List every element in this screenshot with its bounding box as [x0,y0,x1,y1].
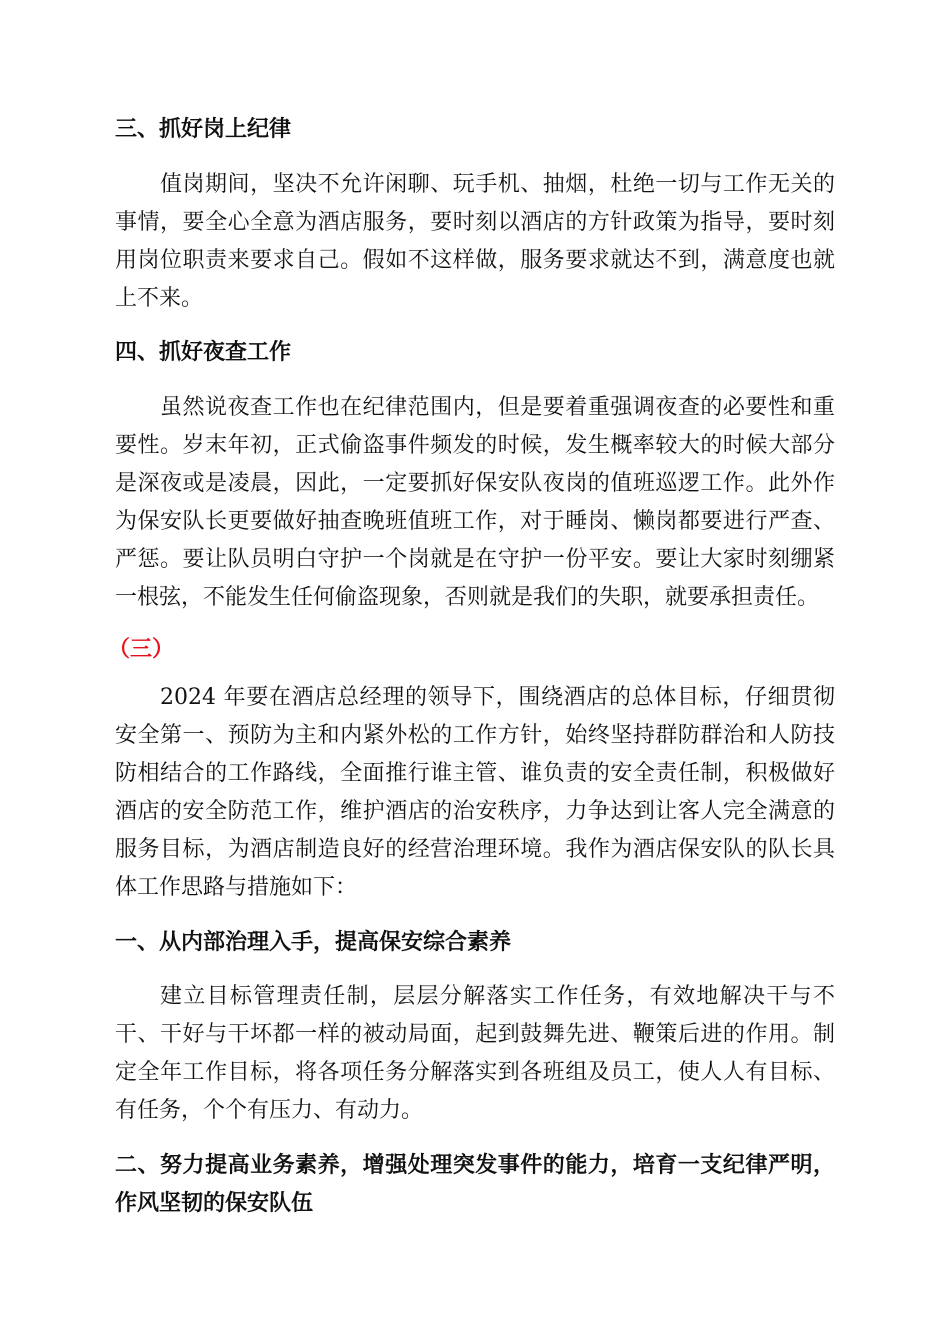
section-heading-night-check: 四、抓好夜查工作 [115,340,292,365]
paragraph-line: 定全年工作目标，将各项任务分解落实到各班组及员工，使人人有目标、 [115,1060,835,1085]
paragraph-line: 安全第一、预防为主和内紧外松的工作方针，始终坚持群防群治和人防技 [115,723,835,748]
paragraph-line: 干、干好与干坏都一样的被动局面，起到鼓舞先进、鞭策后进的作用。制 [115,1022,835,1047]
paragraph-line: 2024 年要在酒店总经理的领导下，围绕酒店的总体目标，仔细贯彻 [160,685,835,710]
paragraph-line: 上不来。 [115,286,204,311]
paragraph-line: 是深夜或是凌晨，因此，一定要抓好保安队夜岗的值班巡逻工作。此外作 [115,471,835,496]
item-heading-business-quality-cont: 作风坚韧的保安队伍 [115,1191,314,1216]
part-marker: （三） [108,637,175,662]
paragraph-line: 要性。岁末年初，正式偷盗事件频发的时候，发生概率较大的时候大部分 [115,433,835,458]
paragraph-line: 服务目标，为酒店制造良好的经营治理环境。我作为酒店保安队的队长具 [115,837,835,862]
item-heading-business-quality: 二、努力提高业务素养，增强处理突发事件的能力，培育一支纪律严明， [115,1153,835,1178]
paragraph-line: 虽然说夜查工作也在纪律范围内，但是要着重强调夜查的必要性和重 [160,395,835,420]
section-heading-discipline: 三、抓好岗上纪律 [115,117,292,142]
paragraph-line: 用岗位职责来要求自己。假如不这样做，服务要求就达不到，满意度也就 [115,248,835,273]
paragraph-line: 酒店的安全防范工作，维护酒店的治安秩序，力争达到让客人完全满意的 [115,799,835,824]
paragraph-line: 体工作思路与措施如下： [115,875,358,900]
paragraph-line: 为保安队长更要做好抽查晚班值班工作，对于睡岗、懒岗都要进行严查、 [115,509,835,534]
paragraph-line: 严惩。要让队员明白守护一个岗就是在守护一份平安。要让大家时刻绷紧 [115,547,835,572]
paragraph-line: 值岗期间，坚决不允许闲聊、玩手机、抽烟，杜绝一切与工作无关的 [160,172,835,197]
paragraph-line: 有任务，个个有压力、有动力。 [115,1098,424,1123]
item-heading-internal-management: 一、从内部治理入手，提高保安综合素养 [115,930,512,955]
paragraph-line: 一根弦，不能发生任何偷盗现象，否则就是我们的失职，就要承担责任。 [115,585,820,610]
paragraph-line: 建立目标管理责任制，层层分解落实工作任务，有效地解决干与不 [160,984,835,1009]
paragraph-line: 防相结合的工作路线，全面推行谁主管、谁负责的安全责任制，积极做好 [115,761,835,786]
paragraph-line: 事情，要全心全意为酒店服务，要时刻以酒店的方针政策为指导，要时刻 [115,210,835,235]
